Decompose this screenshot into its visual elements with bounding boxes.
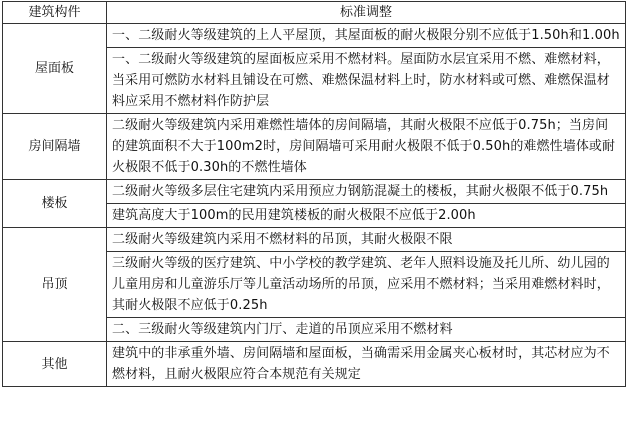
category-roof-slab: 屋面板 xyxy=(3,24,107,114)
rule-cell: 二级耐火等级建筑内采用不燃材料的吊顶，其耐火极限不限 xyxy=(107,228,626,252)
rule-cell: 三级耐火等级的医疗建筑、中小学校的教学建筑、老年人照料设施及托儿所、幼儿园的儿童用房和儿童游乐厅等儿童活动场所的吊顶，应采用不燃材料；当采用难燃材料时，其耐火极限不应低于0.25h xyxy=(107,252,626,318)
rule-cell: 二、三级耐火等级建筑内门厅、走道的吊顶应采用不燃材料 xyxy=(107,318,626,342)
category-floor-slab: 楼板 xyxy=(3,180,107,228)
fire-resistance-adjustment-table xyxy=(2,1,626,387)
category-partition-wall: 房间隔墙 xyxy=(3,114,107,180)
category-other: 其他 xyxy=(3,342,107,387)
category-suspended-ceiling: 吊顶 xyxy=(3,228,107,342)
table-row xyxy=(3,114,626,180)
rule-cell: 二级耐火等级多层住宅建筑内采用预应力钢筋混凝土的楼板，其耐火极限不低于0.75h xyxy=(107,180,626,204)
rule-cell: 建筑高度大于100m的民用建筑楼板的耐火极限不应低于2.00h xyxy=(107,204,626,228)
table-row xyxy=(3,228,626,252)
header-component: 建筑构件 xyxy=(3,2,107,24)
rule-cell: 建筑中的非承重外墙、房间隔墙和屋面板，当确需采用金属夹心板材时，其芯材应为不燃材料，且耐火极限应符合本规范有关规定 xyxy=(107,342,626,387)
table-row xyxy=(3,24,626,48)
rule-cell: 二级耐火等级建筑内采用难燃性墙体的房间隔墙，其耐火极限不应低于0.75h；当房间的建筑面积不大于100m2时，房间隔墙可采用耐火极限不低于0.50h的难燃性墙体或耐火极限不低于0.30h的不燃性墙体 xyxy=(107,114,626,180)
table-header-row xyxy=(3,2,626,24)
header-adjustment: 标准调整 xyxy=(107,2,626,24)
rule-cell: 一、二级耐火等级建筑的屋面板应采用不燃材料。屋面防水层宜采用不燃、难燃材料，当采用可燃防水材料且铺设在可燃、难燃保温材料上时，防水材料或可燃、难燃保温材料应采用不燃材料作防护层 xyxy=(107,48,626,114)
table-row xyxy=(3,180,626,204)
rule-cell: 一、二级耐火等级建筑的上人平屋顶，其屋面板的耐火极限分别不应低于1.50h和1.00h xyxy=(107,24,626,48)
table-row xyxy=(3,342,626,387)
